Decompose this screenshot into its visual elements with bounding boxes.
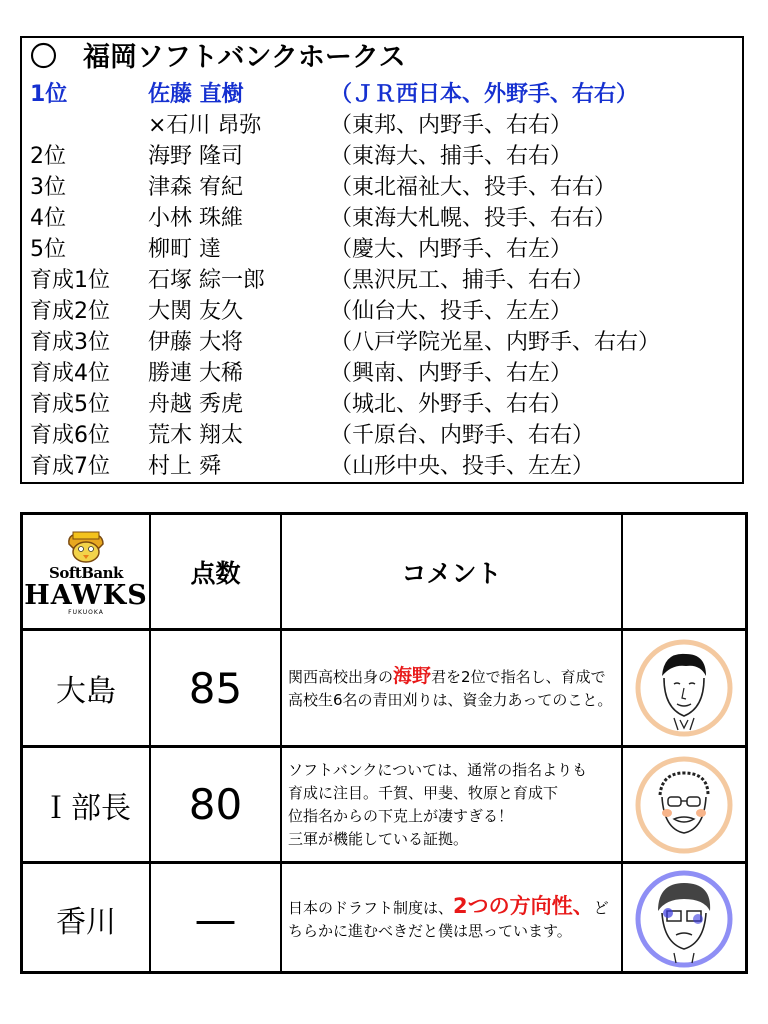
pick-row <box>30 420 740 451</box>
pick-name: 大関 友久 <box>148 299 243 324</box>
pick-rank: 育成3位 <box>30 330 110 355</box>
pick-rank: 育成1位 <box>30 268 110 293</box>
comment-text <box>282 631 621 745</box>
pick-info: （八戸学院光星、内野手、右右） <box>330 330 661 355</box>
comment-highlight: 海野 <box>393 664 432 687</box>
header-comment: コメント <box>401 558 502 588</box>
score-value: 85 <box>188 663 243 713</box>
pick-row <box>30 172 740 203</box>
pick-name: 小林 珠維 <box>148 206 243 231</box>
pick-info: （東邦、内野手、右右） <box>330 113 573 138</box>
comment-text <box>282 748 621 861</box>
pick-row <box>30 110 740 141</box>
pick-info: （興南、内野手、右左） <box>330 361 573 386</box>
pick-info: （城北、外野手、右右） <box>330 392 573 417</box>
team-header <box>30 40 406 76</box>
pick-info: （ＪＲ西日本、外野手、右右） <box>330 82 639 107</box>
pick-name: 荒木 翔太 <box>148 423 243 448</box>
pick-rank: 1位 <box>30 82 68 107</box>
comment-paragraph <box>288 895 615 943</box>
pick-info: （東海大札幌、投手、右右） <box>330 206 617 231</box>
avatar-oshima <box>623 631 745 745</box>
team-name: 福岡ソフトバンクホークス <box>83 42 406 73</box>
pick-row <box>30 451 740 482</box>
pick-name: 伊藤 大将 <box>148 330 243 355</box>
pick-rank: 育成2位 <box>30 299 110 324</box>
pick-name: 勝連 大稀 <box>148 361 243 386</box>
pick-name: 村上 舜 <box>148 454 221 479</box>
pick-row <box>30 234 740 265</box>
pick-rank: 4位 <box>30 206 66 231</box>
comment-line: 三軍が機能している証拠。 <box>288 829 469 848</box>
pick-row <box>30 296 740 327</box>
pick-name: 津森 宥紀 <box>148 175 243 200</box>
pick-rank: 育成6位 <box>30 423 110 448</box>
reviewer-name: 香川 <box>56 905 116 940</box>
score-value: — <box>194 894 237 944</box>
pick-rank: 5位 <box>30 237 66 262</box>
comment-paragraph <box>288 665 615 712</box>
pick-info: （東北福祉大、投手、右右） <box>330 175 617 200</box>
comment-line: 育成に注目。千賀、甲斐、牧原と育成下 <box>288 783 559 802</box>
pick-rank: 育成7位 <box>30 454 110 479</box>
face-sketch-icon <box>634 869 734 969</box>
pick-info: （東海大、捕手、右右） <box>330 144 573 169</box>
evaluation-table <box>20 512 748 974</box>
comment-highlight: 2つの方向性、 <box>453 894 594 918</box>
draft-list-box <box>20 36 744 484</box>
logo-line1: SoftBank <box>49 563 123 582</box>
pick-row <box>30 203 740 234</box>
avatar-i-bucho <box>623 748 745 861</box>
pick-info: （山形中央、投手、左左） <box>330 454 595 479</box>
pick-row <box>30 327 740 358</box>
comment-part: どちらかに進むべきだと僕は思っています。 <box>288 899 609 940</box>
circle-mark: 〇 <box>30 42 57 73</box>
pick-rank: 2位 <box>30 144 66 169</box>
comment-line: 位指名からの下克上が凄すぎる！ <box>288 806 514 825</box>
avatar-kagawa <box>623 864 745 974</box>
pick-name: 佐藤 直樹 <box>148 82 244 107</box>
pick-info: （黒沢尻工、捕手、右右） <box>330 268 595 293</box>
pick-row <box>30 79 740 110</box>
pick-name: 柳町 達 <box>148 237 221 262</box>
softbank-hawks-logo <box>23 515 149 628</box>
pick-row <box>30 358 740 389</box>
pick-rank: 育成5位 <box>30 392 110 417</box>
comment-part: 関西高校出身の <box>288 667 394 686</box>
pick-name: 舟越 秀虎 <box>148 392 243 417</box>
face-sketch-icon <box>634 638 734 738</box>
comment-part: 日本のドラフト制度は、 <box>288 899 454 917</box>
hawk-mascot-icon <box>63 528 109 564</box>
logo-line3: FUKUOKA <box>68 608 104 616</box>
pick-row <box>30 389 740 420</box>
comment-part: 君を2位で指名し、育成で高校生6名の青田刈りは、資金力あってのこと。 <box>288 667 613 709</box>
pick-info: （千原台、内野手、右右） <box>330 423 595 448</box>
pick-info: （慶大、内野手、右左） <box>330 237 573 262</box>
comment-text <box>282 864 621 974</box>
pick-rank: 3位 <box>30 175 66 200</box>
pick-name: ×石川 昂弥 <box>148 113 262 138</box>
pick-name: 海野 隆司 <box>148 144 243 169</box>
comment-line: ソフトバンクについては、通常の指名よりも <box>288 760 588 779</box>
header-empty-cell <box>623 515 745 628</box>
logo-line2: HAWKS <box>24 579 148 611</box>
pick-info: （仙台大、投手、左左） <box>330 299 573 324</box>
reviewer-name: Ｉ部長 <box>41 790 131 826</box>
pick-row <box>30 265 740 296</box>
pick-row <box>30 141 740 172</box>
score-value: 80 <box>188 780 243 829</box>
header-score: 点数 <box>190 558 241 588</box>
pick-rank: 育成4位 <box>30 361 110 386</box>
face-sketch-icon <box>634 755 734 855</box>
pick-name: 石塚 綜一郎 <box>148 268 265 293</box>
reviewer-name: 大島 <box>56 674 116 709</box>
